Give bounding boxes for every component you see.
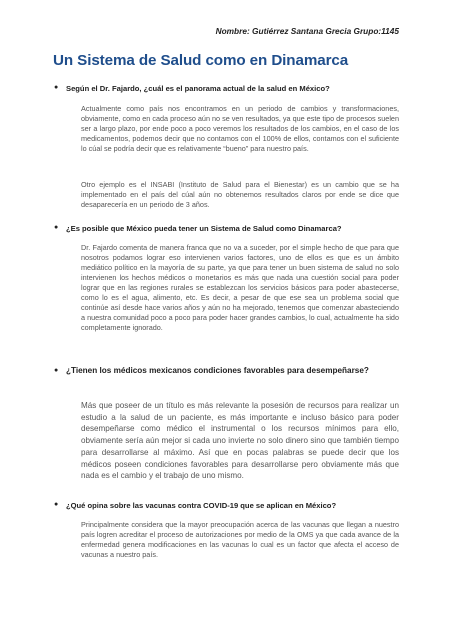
bullet-icon: ● [54,84,59,91]
nombre-value: Gutiérrez Santana Grecia Grupo:1145 [249,26,399,36]
paragraph-1-2: Otro ejemplo es el INSABI (Instituto de Salud para el Bienestar) es un cambio que se ha implementado en el país del cúal aún no obtenemos resultados claros por ende se dice que desaparecería en un periodo de 3 años. [81,180,399,209]
paragraph-4-1: Principalmente considera que la mayor preocupación acerca de las vacunas que llegan a nuestro país logren acreditar el proceso de autorizaciones por medio de la OMS ya que cada avance de la enfermedad genera modificaciones en las vacunas lo cual es un factor que afecta el acceso de vacunas a nuestro país. [81,520,399,559]
question-text: ¿Qué opina sobre las vacunas contra COVID-19 que se aplican en México? [66,501,337,510]
paragraph-2-1: Dr. Fajardo comenta de manera franca que no va a suceder, por el simple hecho de que para que nosotros podamos lograr eso intervienen varios factores, uno de ellos es que es un ámbito mediático político en la mayoría de su parte, ya que para tener un buen sistema de salud no solo intervienen los hechos médicos o monetarios es más que nada una cuestión social para poder lograr que en las regiones rurales se establezcan los servicios básicos para poder abastecerse, como lo es el agua, alimento, etc. Es decir, a pesar de que ese sea un problema social que continúe así desde hace varios años y aún no ha mejorado, tenemos que comenzar abasteciendo a nuestra comunidad poco a poco para poder hacer grandes cambios, lo cual, actualmente ha sido completamente ignorado. [81,243,399,332]
paragraph-3-1: Más que poseer de un título es más relevante la posesión de recursos para realizar un estudio a la salud de un paciente, es más importante e incluso básico para poder desempeñarse como médico el instrumental o los recursos mínimos para ello, obviamente sería aún mejor si cada uno invierte no solo dinero sino que también tiempo para desarrollarse al máximo. Así que en pocas palabras se puede decir que los médicos poseen condiciones favorables para desarrollarse pero obviamente más que nada es el cambio y el trabajo de uno mismo. [81,401,399,481]
bullet-icon: ● [54,224,59,231]
bullet-icon: ● [54,501,59,508]
document-title: Un Sistema de Salud como en Dinamarca [53,52,349,69]
question-1 [54,84,401,93]
question-4 [54,501,401,510]
bullet-icon: ● [54,367,59,374]
question-2 [54,224,401,233]
question-3 [54,364,401,379]
question-text: ¿Tienen los médicos mexicanos condiciones favorables para desempeñarse? [66,366,369,375]
question-text: Según el Dr. Fajardo, ¿cuál es el panorama actual de la salud en México? [66,84,330,93]
paragraph-1-1: Actualmente como país nos encontramos en un periodo de cambios y transformaciones, obviamente, como en cada proceso aún no se ven resultados, ya que este tipo de procesos suelen ser a largo plazo, por ende poco a poco veremos los resultados de los cambios, en el caso de los medicamentos, podemos decir que no contamos con el 100% de ellos, contamos con el suficiente lo cúal se podría decir que es relativamente “bueno” para nuestro país. [81,104,399,153]
nombre-label: Nombre: [215,26,250,36]
student-header [216,26,399,36]
question-text: ¿Es posible que México pueda tener un Sistema de Salud como Dinamarca? [66,224,342,233]
